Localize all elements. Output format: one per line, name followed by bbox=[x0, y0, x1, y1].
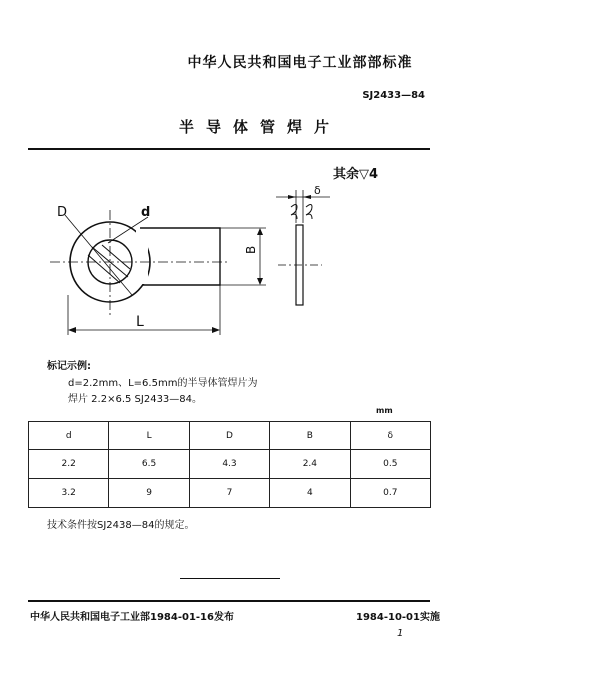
unit-label: mm bbox=[376, 406, 393, 415]
cell-delta: 0.5 bbox=[350, 450, 430, 479]
header-delta: δ bbox=[350, 422, 430, 450]
table-row bbox=[29, 450, 431, 479]
cell-B: 4 bbox=[270, 479, 350, 508]
front-view bbox=[50, 210, 266, 335]
header-d: d bbox=[29, 422, 109, 450]
cell-L: 6.5 bbox=[109, 450, 189, 479]
technical-drawing bbox=[40, 185, 380, 345]
cell-delta: 0.7 bbox=[350, 479, 430, 508]
header-D: D bbox=[189, 422, 269, 450]
side-view bbox=[276, 190, 330, 305]
cell-B: 2.4 bbox=[270, 450, 350, 479]
cell-d: 3.2 bbox=[29, 479, 109, 508]
header-L: L bbox=[109, 422, 189, 450]
cell-D: 7 bbox=[189, 479, 269, 508]
org-title: 中华人民共和国电子工业部部标准 bbox=[187, 55, 413, 71]
issue-date: 中华人民共和国电子工业部1984-01-16发布 bbox=[30, 612, 234, 623]
table-header-row bbox=[29, 422, 431, 450]
marking-line-1: d=2.2mm、L=6.5mm的半导体管焊片为 bbox=[68, 378, 258, 389]
header-B: B bbox=[270, 422, 350, 450]
marking-line-2: 焊片 2.2×6.5 SJ2433—84。 bbox=[68, 394, 203, 405]
footer-rule bbox=[28, 600, 430, 602]
roughness-note: 其余▽4 bbox=[333, 167, 379, 182]
cell-d: 2.2 bbox=[29, 450, 109, 479]
marking-title: 标记示例: bbox=[47, 361, 91, 372]
short-divider bbox=[180, 578, 280, 579]
label-delta: δ bbox=[314, 185, 321, 197]
label-B: B bbox=[244, 245, 258, 254]
cell-L: 9 bbox=[109, 479, 189, 508]
label-D: D bbox=[57, 205, 68, 220]
page-title: 半导体管焊片 bbox=[178, 118, 341, 136]
standard-code: SJ2433—84 bbox=[362, 90, 425, 101]
dimension-table bbox=[28, 421, 431, 508]
cell-D: 4.3 bbox=[189, 450, 269, 479]
table-row bbox=[29, 479, 431, 508]
page-number: 1 bbox=[397, 628, 404, 639]
title-rule bbox=[28, 148, 430, 150]
label-d: d bbox=[141, 205, 151, 220]
implementation-date: 1984-10-01实施 bbox=[356, 612, 440, 623]
label-L: L bbox=[136, 314, 144, 330]
technical-conditions-note: 技术条件按SJ2438—84的规定。 bbox=[47, 520, 195, 531]
